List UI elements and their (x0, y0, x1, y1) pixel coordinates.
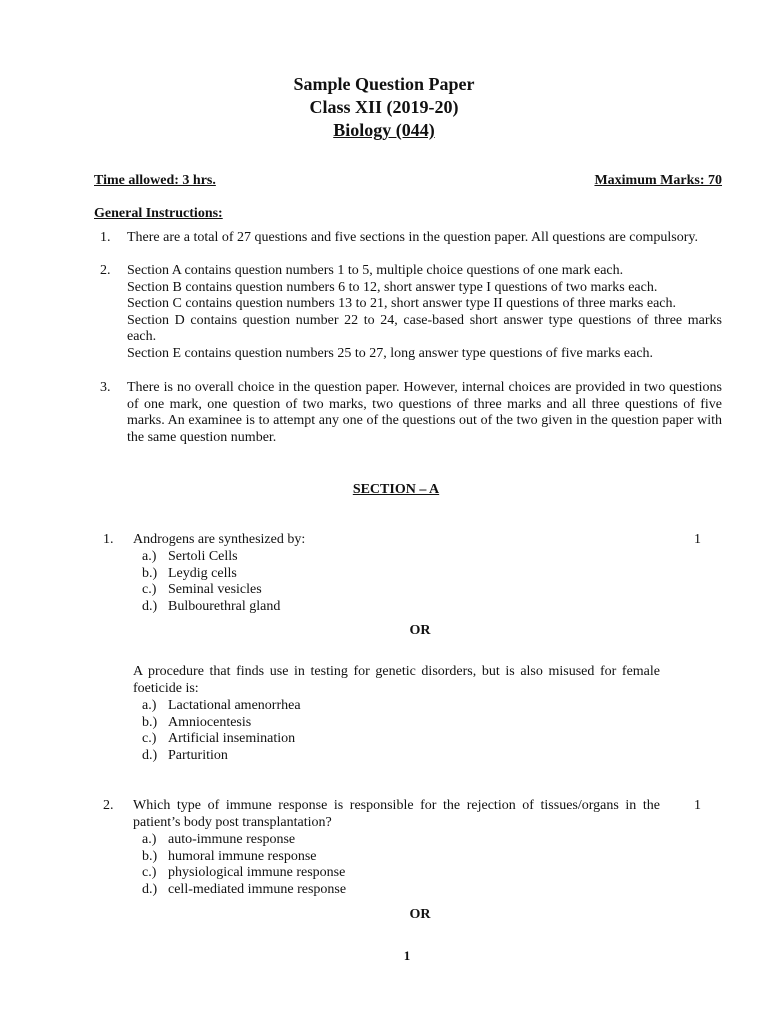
option-text: auto-immune response (168, 832, 296, 847)
general-instructions-heading: General Instructions: (94, 206, 223, 221)
option-item (142, 715, 301, 732)
option-item (142, 849, 346, 866)
option-text: humoral immune response (168, 848, 317, 864)
option-text: Bulbourethral gland (168, 598, 281, 614)
option-item (142, 865, 346, 882)
instruction-text: Section D contains question number 22 to 24, case-based short answer type questions of three marks each. (127, 312, 722, 345)
option-text: Parturition (168, 747, 228, 763)
class-line: Class XII (2019-20) (309, 97, 459, 117)
section-heading: SECTION – A (352, 482, 440, 497)
option-list (142, 832, 346, 898)
option-label: a.) (142, 549, 157, 564)
option-item (142, 882, 346, 899)
maximum-marks: Maximum Marks: 70 (594, 173, 722, 188)
option-item (142, 832, 346, 849)
instruction-number: 1. (100, 230, 111, 245)
instruction-text: There is no overall choice in the question paper. However, internal choices are provided in two questions of one mark, one question of two marks, two questions of three marks and all three questions of five marks. An examinee is to attempt any one of the questions out of the two given in the question paper with the same question number. (127, 380, 722, 445)
option-label: b.) (142, 714, 158, 730)
option-label: b.) (142, 565, 158, 581)
option-text: Seminal vesicles (168, 582, 262, 598)
or-separator: OR (409, 907, 431, 922)
option-label: b.) (142, 848, 158, 864)
option-text: physiological immune response (168, 865, 346, 881)
option-label: d.) (142, 881, 158, 897)
option-text: Sertoli Cells (168, 549, 238, 564)
instruction-text: Section C contains question numbers 13 to 21, short answer type II questions of three marks each. (127, 296, 676, 312)
time-allowed: Time allowed: 3 hrs. (94, 173, 216, 188)
question-number: 2. (103, 798, 114, 813)
instruction-text: Section E contains question numbers 25 to 27, long answer type questions of five marks each. (127, 345, 654, 361)
instruction-text: Section B contains question numbers 6 to 12, short answer type I questions of two marks each. (127, 279, 658, 295)
question-marks: 1 (694, 798, 701, 813)
option-label: d.) (142, 598, 158, 614)
or-separator: OR (409, 623, 431, 638)
option-item (142, 599, 280, 616)
paper-title: Sample Question Paper (293, 74, 475, 94)
option-label: c.) (142, 582, 157, 598)
option-item (142, 748, 301, 765)
option-text: Lactational amenorrhea (168, 698, 301, 713)
instruction-item (100, 263, 722, 363)
instruction-number: 3. (100, 380, 111, 395)
subject-line: Biology (044) (333, 120, 435, 140)
option-label: a.) (142, 832, 157, 847)
option-item (142, 731, 301, 748)
option-item (142, 698, 301, 715)
option-text: Amniocentesis (168, 714, 252, 730)
question-text: Androgens are synthesized by: (133, 532, 306, 547)
instruction-text: There are a total of 27 questions and five sections in the question paper. All questions are compulsory. (127, 230, 699, 245)
option-text: Artificial insemination (168, 731, 296, 747)
question-text: A procedure that finds use in testing for genetic disorders, but is also misused for female foeticide is: (133, 664, 660, 696)
option-label: d.) (142, 747, 158, 763)
option-item (142, 582, 280, 599)
option-text: cell-mediated immune response (168, 881, 347, 897)
option-list (142, 549, 280, 615)
question-text: Which type of immune response is responsible for the rejection of tissues/organs in the patient’s body post transplantation? (133, 798, 660, 830)
instruction-item (100, 380, 722, 446)
option-label: c.) (142, 731, 157, 747)
question-marks: 1 (694, 532, 701, 547)
instruction-text: Section A contains question numbers 1 to 5, multiple choice questions of one mark each. (127, 263, 624, 278)
page-number: 1 (403, 948, 411, 963)
instruction-number: 2. (100, 263, 111, 278)
option-item (142, 566, 280, 583)
option-item (142, 549, 280, 566)
option-list (142, 698, 301, 764)
option-label: a.) (142, 698, 157, 713)
option-label: c.) (142, 865, 157, 881)
instruction-item (100, 230, 722, 247)
option-text: Leydig cells (168, 565, 237, 581)
question-number: 1. (103, 532, 114, 547)
